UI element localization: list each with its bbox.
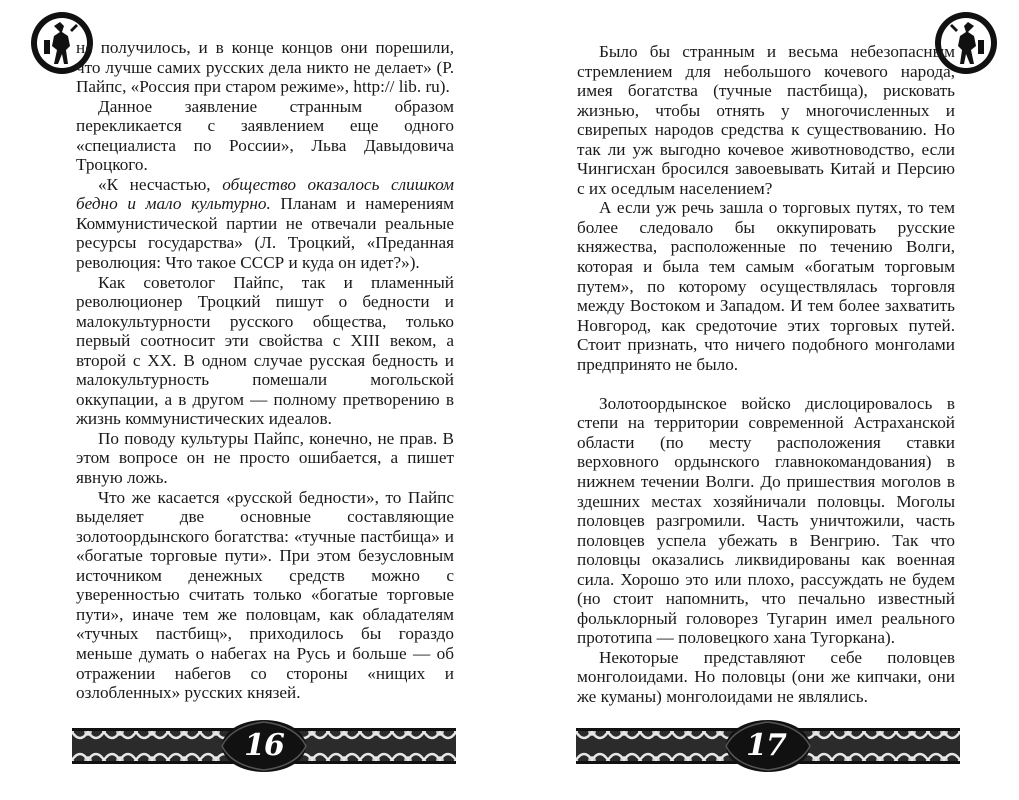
right-page: [512, 0, 1019, 800]
paragraph: Как советолог Пайпс, так и пламенный революционер Троцкий пишут о бедности и малокультурности русского общества, только первый соотносит эти свойства с XIII веком, а второй с XX. В одном случае русская бедность и малокультурность помешали могольской оккупации, а в другом — полному претворению в жизнь коммунистических идеалов.: [76, 272, 454, 429]
paragraph: По поводу культуры Пайпс, конечно, не прав. В этом вопросе он не просто ошибается, а пишет явную ложь.: [76, 428, 454, 488]
paragraph: не получилось, и в конце концов они порешили, что лучше самих русских дела никто не делает» (Р. Пайпс, «Россия при старом режиме», http:// lib. ru).: [76, 38, 454, 97]
paragraph: А если уж речь зашла о торговых путях, то тем более следовало бы оккупировать русские княжества, расположенные по течению Волги, которая и была тем самым «богатым торговым путем», по которому осуществлялась торговля между Востоком и Западом. И тем более захватить Новгород, как средоточие этих торговых путей. Стоит признать, что ничего подобного монголами предпринято не было.: [577, 198, 955, 374]
paragraph: [76, 175, 454, 273]
page-number: 16: [244, 728, 284, 763]
quote-italic-text: общество оказалось слишком бедно и мало культурно.: [76, 174, 454, 214]
quote-text: «К несчастью,: [98, 174, 223, 194]
paragraph: Было бы странным и весьма небезопасным стремлением для небольшого кочевого народа, имея богатства (тучные пастбища), рисковать жизнью, чтобы отнять у многочисленных и свирепых народов средства к существованию. Но так ли уж выгодно кочевое животноводство, если Чингисхан бросился завоевывать Китай и Персию с их оседлым населением?: [577, 42, 955, 198]
paragraph: Данное заявление странным образом перекликается с заявлением еще одного «специалиста по России», Льва Давыдовича Троцкого.: [76, 96, 454, 175]
paragraph: Некоторые представляют себе половцев монголоидами. Но половцы (они же кипчаки, они же куманы) монголоидами не являлись.: [577, 647, 955, 706]
left-page: [0, 0, 500, 800]
page-number: 17: [746, 728, 786, 763]
quote-text: Планам и намерениям Коммунистической партии не отвечали реальные ресурсы государства» (Л. Троцкий, «Преданная революция: Что такое СССР и куда он идет?»).: [76, 194, 454, 273]
paragraph: Золотоордынское войско дислоцировалось в степи на территории современной Астраханской области (по месту расположения ставки верховного ордынского главнокомандования) в нижнем течении Волги. До пришествия моголов в здешних местах хозяйничали половцы. Моголы половцев разгромили. Часть уничтожили, часть половцев успела убежать в Венгрию. Так что половцы оказались ликвидированы как военная сила. Хорошо это или плохо, рассуждать не будем (но стоит напомнить, что печально известный фольклорный головорез Тугарин имел реального прототипа — половецкого хана Тугоркана).: [577, 393, 955, 648]
right-page-text: [577, 42, 955, 707]
left-page-text: [76, 38, 454, 703]
paragraph: Что же касается «русской бедности», то Пайпс выделяет две основные составляющие золотоордынского богатства: «тучные пастбища» и «богатые торговые пути». При этом безусловным источником денежных средств можно с уверенностью считать только «богатые торговые пути», иначе тем же половцам, как обладателям «тучных пастбищ», приходилось бы гораздо меньше думать о набегах на Русь и больше — об отражении набегов со стороны «нищих и озлобленных» русских князей.: [76, 487, 454, 703]
